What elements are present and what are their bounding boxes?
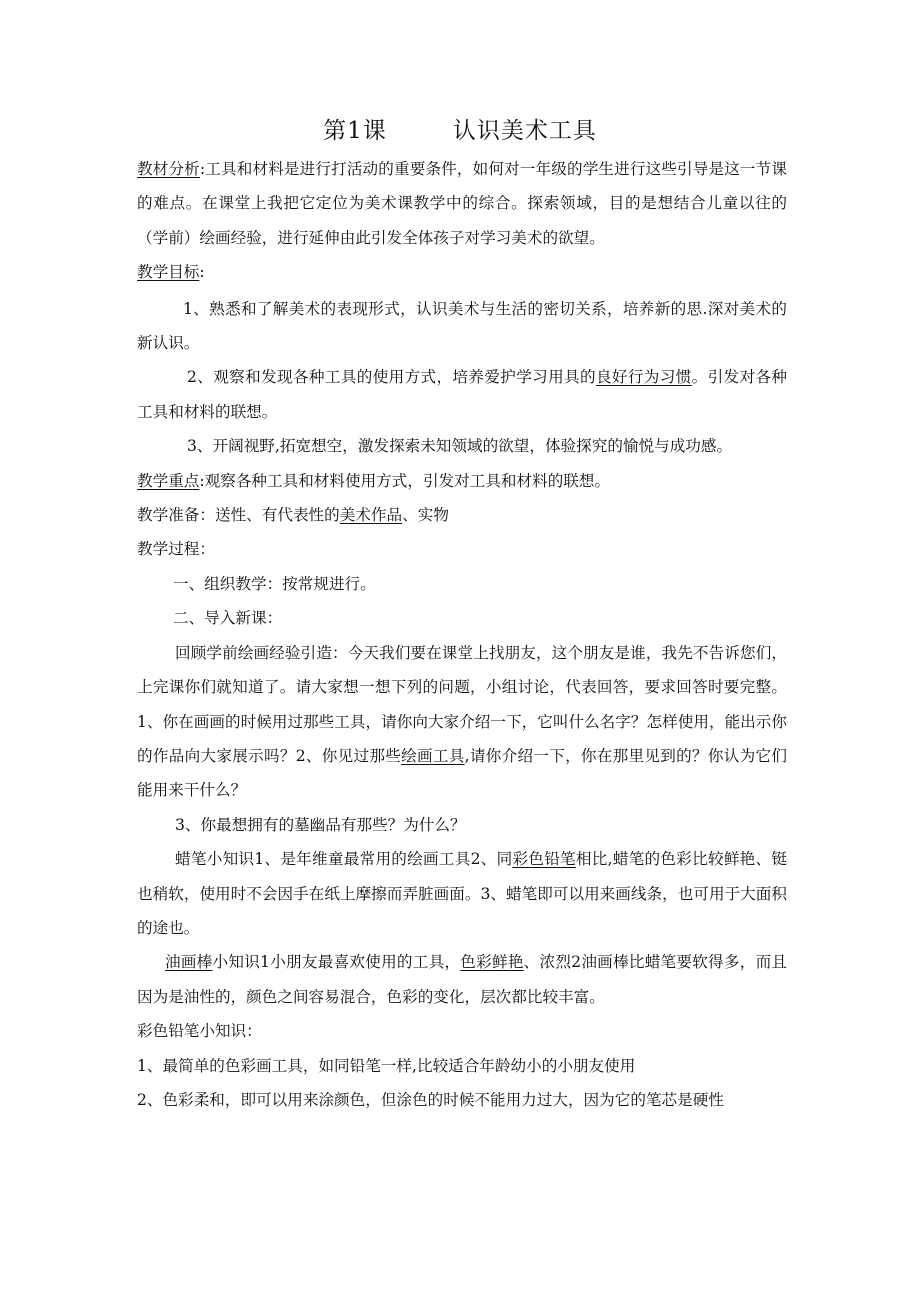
goal-item-2-before: 2、观察和发现各种工具的使用方式，培养爱护学习用具的 — [187, 368, 596, 387]
lesson-name: 认识美术工具 — [452, 118, 597, 144]
process-heading: 教学过程： — [137, 540, 215, 559]
intro-after: ,请你介绍一下，你在那里见到的？你认为它们能用来干什么？ — [137, 746, 787, 800]
document-body — [137, 152, 787, 1117]
goal-item-1: 1、熟悉和了解美术的表现形式，认识美术与生活的密切关系，培养新的思.深对美术的新认识。 — [137, 299, 787, 353]
prep-before: 教学准备：送性、有代表性的 — [137, 506, 340, 525]
intro-paragraph — [137, 636, 787, 808]
pencil-heading: 彩色铅笔小知识： — [137, 1022, 262, 1041]
drawing-tools-link[interactable]: 绘画工具 — [401, 746, 465, 765]
crayon-paragraph — [137, 842, 787, 945]
goals-label: 教学目标 — [137, 263, 200, 282]
prep-paragraph — [137, 498, 787, 532]
crayon-after: 相比,蜡笔的色彩比较鲜艳、铤也稍软，使用时不会因手在纸上摩擦而弄脏画面。3、蜡笔即可以用来画线条，也可用于大面积的途也。 — [137, 850, 787, 937]
focus-label: 教学重点 — [137, 471, 200, 490]
focus-text: :观察各种工具和材料使用方式，引发对工具和材料的联想。 — [199, 471, 611, 490]
question-3: 3、你最想拥有的墓幽品有那些？为什么？ — [175, 815, 466, 834]
goals-colon: : — [199, 263, 205, 282]
goal-item-2 — [137, 360, 787, 429]
colored-pencil-link[interactable]: 彩色铅笔 — [512, 850, 576, 869]
lesson-number: 第1课 — [323, 118, 387, 144]
crayon-before: 蜡笔小知识1、是年维童最常用的绘画工具2、同 — [175, 850, 513, 869]
page-title — [0, 112, 920, 145]
bright-colors-link[interactable]: 色彩鲜艳 — [460, 953, 524, 972]
goal-item-2-after: 。引发对各种工具和材料的联想。 — [137, 368, 787, 421]
oil-after: 、浓烈2油画棒比蜡笔要软得多，而且因为是油性的，颜色之间容易混合，色彩的变化，层次都比较丰富。 — [137, 953, 788, 1006]
oil-pastel-link[interactable]: 油画棒 — [165, 953, 213, 972]
focus-paragraph — [137, 464, 787, 498]
goals-heading — [137, 255, 787, 289]
oil-pastel-paragraph — [137, 945, 787, 1014]
intro-before: 回顾学前绘画经验引造：今天我们要在课堂上找朋友，这个朋友是谁，我先不告诉您们，上完课你们就知道了。请大家想一想下列的问题，小组讨论，代表回答，要求回答时要完整。1、你在画画的时候用过那些工具，请你向大家介绍一下，它叫什么名字？怎样使用，能出示你的作品向大家展示吗？2、你见过那些 — [137, 643, 787, 765]
pencil-item-1: 1、最简单的色彩画工具，如同铅笔一样,比较适合年龄幼小的小朋友使用 — [137, 1056, 636, 1075]
analysis-text: :工具和材料是进行打活动的重要条件，如何对一年级的学生进行这些引导是这一节课的难点。在课堂上我把它定位为美术课教学中的综合。探索领域，目的是想结合儿童以往的（学前）绘画经验，进行延伸由此引发全体孩子对学习美术的欲望。 — [137, 160, 787, 247]
good-habits-link[interactable]: 良好行为习惯 — [595, 368, 692, 387]
process-step-2: 二、导入新课： — [173, 609, 283, 628]
process-step-1: 一、组织教学：按常规进行。 — [173, 574, 376, 593]
prep-after: 、实物 — [402, 506, 449, 525]
art-works-link[interactable]: 美术作品 — [339, 506, 403, 525]
analysis-paragraph — [137, 152, 787, 255]
goal-item-3: 3、开阔视野,拓宽想空，激发探索未知领域的欲望，体验探究的愉悦与成功感。 — [187, 437, 733, 456]
oil-mid: 小知识1小朋友最喜欢使用的工具， — [212, 953, 461, 972]
analysis-label: 教材分析 — [137, 160, 200, 178]
pencil-item-2: 2、色彩柔和，即可以用来涂颜色，但涂色的时候不能用力过大，因为它的笔芯是硬性 — [137, 1090, 724, 1109]
